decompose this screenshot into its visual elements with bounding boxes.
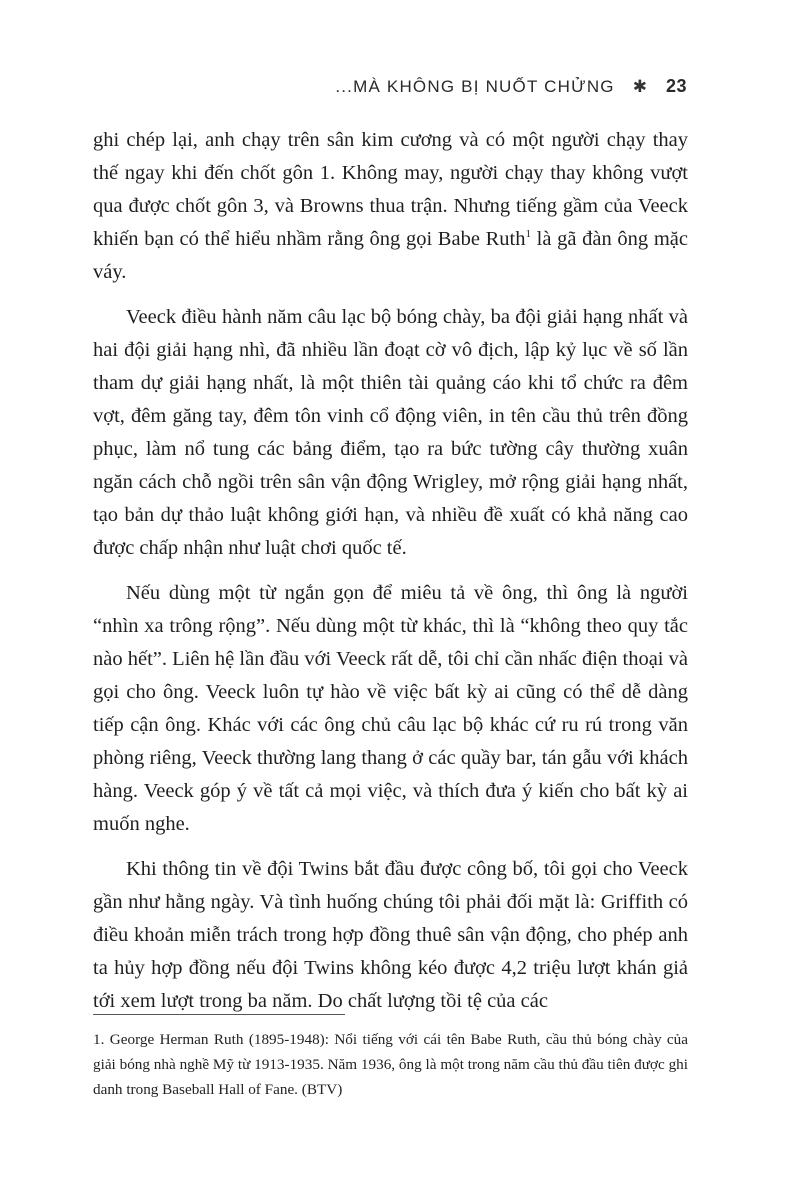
running-head [335,76,687,97]
body-text [93,124,688,1030]
paragraph-2: Veeck điều hành năm câu lạc bộ bóng chày, ba đội giải hạng nhất và hai đội giải hạng nhì, đã nhiều lần đoạt cờ vô địch, lập kỷ lục về số lần tham dự giải hạng nhất, là một thiên tài quảng cáo khi tổ chức ra đêm vợt, đêm găng tay, đêm tôn vinh cổ động viên, in tên cầu thủ trên đồng phục, làm nổ tung các bảng điểm, tạo ra bức tường cây thường xuân ngăn cách chỗ ngồi trên sân vận động Wrigley, mở rộng giải hạng nhất, tạo bản dự thảo luật không giới hạn, và nhiều đề xuất có khả năng cao được chấp nhận như luật chơi quốc tế. [93,306,688,559]
paragraph-1-text: ghi chép lại, anh chạy trên sân kim cương và có một người chạy thay thế ngay khi đến chốt gôn 1. Không may, người chạy thay không vượt qua được chốt gôn 3, và Browns thua trận. Nhưng tiếng gầm của Veeck khiến bạn có thể hiểu nhầm rằng ông gọi Babe Ruth [93,129,688,250]
page-number: 23 [665,76,687,96]
paragraph-1-text-end: là gã đàn ông mặc váy. [93,228,688,283]
paragraph-1 [93,124,688,289]
footnote [93,1027,688,1102]
paragraph-4: Khi thông tin về đội Twins bắt đầu được công bố, tôi gọi cho Veeck gần như hằng ngày. Và tình huống chúng tôi phải đối mặt là: Griffith có điều khoản miễn trách trong hợp đồng thuê sân vận động, cho phép anh ta hủy hợp đồng nếu đội Twins không kéo được 4,2 triệu lượt khán giả tới xem lượt trong ba năm. Do chất lượng tồi tệ của các [93,858,688,1012]
running-head-title: ...MÀ KHÔNG BỊ NUỐT CHỬNG [335,76,615,96]
paragraph-3: Nếu dùng một từ ngắn gọn để miêu tả về ông, thì ông là người “nhìn xa trông rộng”. Nếu dùng một từ khác, thì là “không theo quy tắc nào hết”. Liên hệ lần đầu với Veeck rất dễ, tôi chỉ cần nhấc điện thoại và gọi cho ông. Veeck luôn tự hào về việc bất kỳ ai cũng có thể dễ dàng tiếp cận ông. Khác với các ông chủ câu lạc bộ khác cứ ru rú trong văn phòng riêng, Veeck thường lang thang ở các quầy bar, tán gẫu với khách hàng. Veeck góp ý về tất cả mọi việc, và thích đưa ý kiến cho bất kỳ ai muốn nghe. [93,582,688,835]
asterisk-icon: ✱ [632,76,648,96]
footnote-reference[interactable]: 1 [525,228,531,241]
footnote-text: 1. George Herman Ruth (1895-1948): Nổi tiếng với cái tên Babe Ruth, cầu thủ bóng chày của giải bóng nhà nghề Mỹ từ 1913-1935. Năm 1936, ông là một trong năm cầu thủ đầu tiên được ghi danh trong Baseball Hall of Fane. (BTV) [93,1031,688,1098]
footnote-divider [93,1014,345,1015]
